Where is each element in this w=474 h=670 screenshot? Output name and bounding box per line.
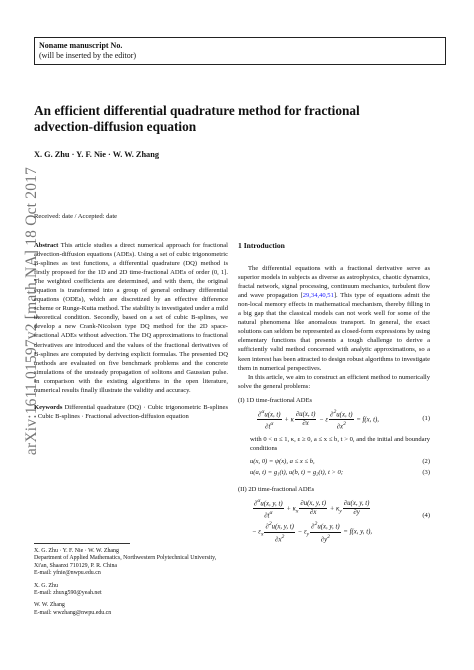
affil-email-nie: E-mail: yfnie@nwpu.edu.cn	[34, 570, 101, 577]
citation-link[interactable]: 29,34,40,51	[302, 292, 334, 300]
manuscript-box	[34, 37, 446, 65]
keywords	[34, 403, 228, 421]
intro-paragraph-1	[238, 264, 430, 373]
arxiv-identifier: arXiv:1611.01597v2 [math.NA] 18 Oct 2017	[23, 166, 40, 456]
equation-1-body: $\frac{\partial^\alpha u(x, t)}{\partial t^\alpha}$ + κ $\frac{\partial u(x, t)}{\partial x}$ − ε $\frac{\partial^2u(x, t)}{\partial x^2}$ = f(x, t),	[258, 408, 379, 431]
section-heading-introduction: 1 Introduction	[238, 241, 285, 250]
received-date: Received: date / Accepted: date	[34, 213, 118, 220]
equation-3-number: (3)	[422, 468, 430, 476]
affil-zhu: X. G. Zhu	[34, 582, 58, 589]
authors: X. G. Zhu · Y. F. Nie · W. W. Zhang	[34, 150, 159, 159]
affiliations	[34, 548, 228, 617]
left-column	[34, 241, 228, 421]
equation-1	[238, 408, 430, 432]
abstract-label: Abstract	[34, 242, 59, 249]
right-column	[238, 241, 430, 543]
problem-2-label: (II) 2D time-fractional ADEs	[238, 485, 315, 493]
affil-department: Department of Applied Mathematics, Northwestern Polytechnical University, Xi'an, Shaanxi 710129, P. R. China	[34, 555, 217, 569]
keywords-label: Keywords	[34, 403, 63, 411]
keywords-text: Differential quadrature (DQ) · Cubic trigonometric B-splines · Cubic B-splines · Fractional advection-diffusion equation	[34, 403, 229, 420]
condition-text: with 0 < α ≤ 1, κ, ε ≥ 0, a ≤ x ≤ b, t > 0, and the initial and boundary conditions	[250, 435, 430, 452]
affil-email-zhu: E-mail: zhuxg590@yeah.net	[34, 590, 102, 597]
equation-1-number: (1)	[422, 414, 430, 422]
equation-4-number: (4)	[422, 511, 430, 519]
manuscript-line2: (will be inserted by the editor)	[39, 51, 137, 60]
equation-2-number: (2)	[422, 457, 430, 465]
intro-p1-part1: The differential equations with a fractional derivative serve as superior models in subjects as diverse as astrophysics, chaotic dynamics, fractal network, signal processing, continuum mechanics, turbulent flow and wave propagation [	[238, 265, 430, 300]
paper-title-line1: An efficient differential quadrature method for fractional	[34, 103, 360, 118]
affil-email-zhang: E-mail: wwzhang@nwpu.edu.cn	[34, 609, 112, 616]
problem-1-label: (I) 1D time-fractional ADEs	[238, 396, 312, 404]
equation-2-body: u(x, 0) = ψ(x), a ≤ x ≤ b,	[250, 457, 315, 465]
abstract-text: This article studies a direct numerical approach for fractional advection-diffusion equations (ADEs). Using a set of cubic trigonometric B-splines as test functions, a differential quadrature (DQ) method is firstly proposed for the 1D and 2D time-fractional ADEs of order (0, 1]. The weighted coefficients are determined, and with them, the original equation is transformed into a group of general ordinary differential equations (ODEs), which are discretized by an effective difference scheme or Runge-Kutta method. The stability is investigated under a mild theoretical condition. Secondly, based on a set of cubic B-splines, we develop a new Crank-Nicolson type DQ method for the 2D space-fractional ADEs without advection. The DQ approximations to fractional derivatives are introduced and the values of the fractional derivatives of B-splines are computed by deriving explicit formulas. The presented DQ methods are evaluated on five benchmark problems and the concrete simulations of the unsteady propagation of solitons and Gaussian pulse. In comparison with the existing algorithms in the open literature, numerical results finally illustrate the validity and accuracy.	[34, 242, 228, 394]
equation-4-body: $\frac{\partial^\alpha u(x, y, t)}{\partial t^\alpha}$ + $\kappa_x$ $\frac{\partial u(x, y, t)}{\partial x}$ + $\kappa_y$ $\frac{\partial u(x, y, t)}{\partial y}$ − $\varepsilon_x$ $\frac{\partial^2u(x, y, t)}{\partial x^2}$ − $\varepsilon_y$ $\frac{\partial^2u(x, y, t)}{\partial y^2}$ = f(x, y, t),	[252, 497, 373, 543]
manuscript-line1: Noname manuscript No.	[39, 41, 123, 50]
abstract	[34, 241, 228, 395]
affil-names: X. G. Zhu · Y. F. Nie · W. W. Zhang	[34, 548, 119, 554]
paper-title	[34, 103, 454, 135]
affil-zhang: W. W. Zhang	[34, 602, 65, 609]
intro-p1-part2: ]. This type of equations admit the non-local memory effects in mathematical mechanism, thereby filling in a big gap that the classical models can not work well for some of the natural phenomena like anomalous transport. In general, the exact solutions can seldom be represented as closed-form expressions by using elementary functions that presents a tough challenge to derive a sufficiently valid method concerned with analytic approximations, so a keen interest has been attracted to design robust algorithms to investigate them in numerical perspectives.	[238, 292, 430, 372]
equation-3	[250, 468, 430, 479]
paper-title-line2: advection-diffusion equation	[34, 119, 197, 134]
equation-4	[238, 497, 430, 543]
affiliation-divider	[34, 543, 130, 544]
equation-2	[250, 457, 430, 468]
equation-3-body: u(a, t) = g₁(t), u(b, t) = g₂(t), t > 0;	[250, 468, 344, 476]
intro-paragraph-2: In this article, we aim to construct an efficient method to numerically solve the general problems:	[238, 373, 430, 390]
